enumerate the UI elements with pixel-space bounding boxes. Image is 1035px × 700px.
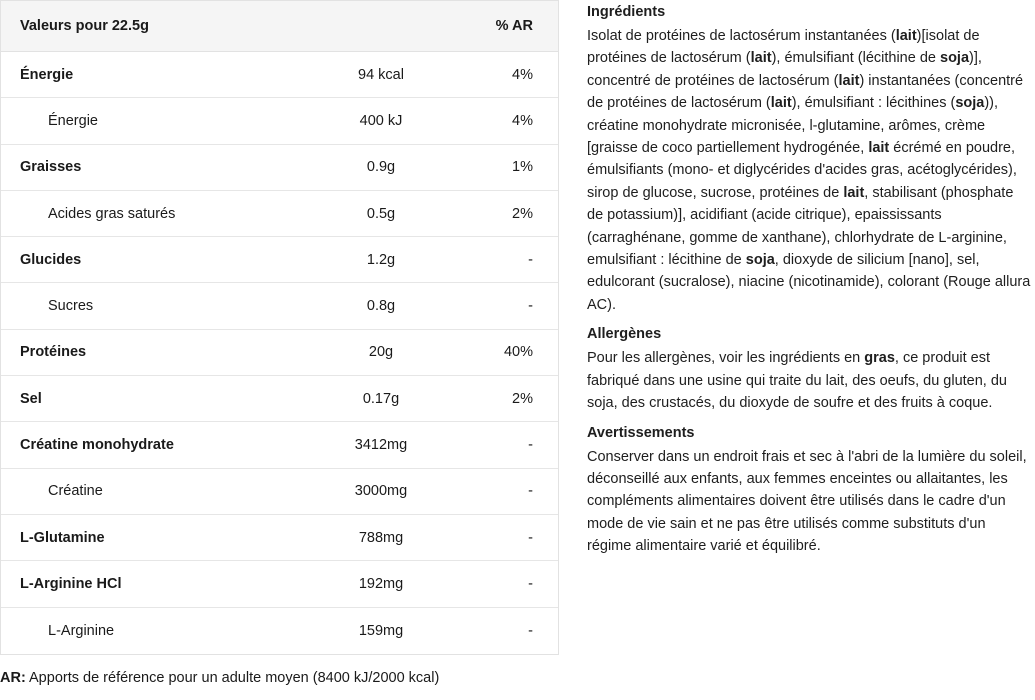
nutrient-name: Créatine bbox=[48, 483, 103, 500]
nutrient-ar: - bbox=[528, 622, 533, 639]
nutrient-name: L-Arginine HCl bbox=[20, 575, 122, 592]
allergen-highlight: soja bbox=[940, 50, 970, 67]
nutrient-name: Énergie bbox=[48, 112, 98, 129]
allergen-highlight: soja bbox=[955, 95, 985, 112]
allergens-title: Allergènes bbox=[587, 326, 662, 343]
allergen-highlight: lait bbox=[838, 72, 860, 89]
nutrient-value: 3412mg bbox=[354, 437, 408, 454]
nutrient-value: 0.5g bbox=[366, 205, 396, 222]
nutrient-value: 0.9g bbox=[366, 159, 396, 176]
nutrient-value: 400 kJ bbox=[359, 112, 403, 129]
nutrient-value: 192mg bbox=[358, 575, 404, 592]
text-segment: , dioxyde de silicium [nano], sel, edulcorant (sucralose), niacine (nicotinamide), colorant (Rouge allura AC). bbox=[587, 252, 1031, 313]
allergen-highlight: lait bbox=[895, 28, 917, 44]
text-segment: )), créatine monohydrate micronisée, l-glutamine, arômes, crème [graisse de coco partiellement hydrogénée, bbox=[587, 95, 999, 157]
allergen-highlight: lait bbox=[750, 50, 772, 67]
nutrient-ar: - bbox=[528, 251, 533, 268]
ingredients-text bbox=[587, 25, 1032, 316]
text-segment: , ce produit est fabriqué dans une usine qui traite du lait, des oeufs, du gluten, du soja, des crustacés, du dioxyde de soufre et des fruits à coque. bbox=[587, 350, 1007, 412]
nutrient-ar: - bbox=[528, 437, 533, 454]
warnings-title: Avertissements bbox=[587, 424, 695, 441]
nutrient-value: 0.8g bbox=[366, 298, 396, 315]
nutrient-name: Énergie bbox=[20, 66, 74, 83]
text-segment: , stabilisant (phosphate de potassium)], acidifiant (acide citrique), epaississants (carraghénane, gomme de xanthane), chlorhydrate de L-arginine, emulsifiant : lécithine de bbox=[587, 184, 1014, 269]
nutrient-value: 788mg bbox=[358, 529, 404, 546]
nutrient-name: Sel bbox=[20, 390, 42, 407]
nutrition-row bbox=[1, 376, 558, 422]
nutrition-row bbox=[1, 283, 558, 329]
nutrient-name: Glucides bbox=[20, 251, 82, 268]
nutrition-table-header bbox=[1, 1, 558, 52]
text-segment: )], concentré de protéines de lactosérum ( bbox=[587, 50, 982, 89]
ar-footnote bbox=[0, 670, 439, 686]
nutrient-name: Acides gras saturés bbox=[48, 205, 176, 222]
nutrient-ar: 4% bbox=[512, 112, 533, 129]
nutrient-value: 94 kcal bbox=[358, 66, 404, 83]
nutrient-ar: 2% bbox=[512, 205, 533, 222]
nutrient-ar: - bbox=[528, 575, 533, 592]
warnings-text: Conserver dans un endroit frais et sec à l'abri de la lumière du soleil, déconseillé aux enfants, aux femmes enceintes ou allaitantes, les compléments alimentaires doivent être utilisés dans le cadre d'un mode de vie sain et ne pas être utilisés comme substituts d'un régime alimentaire varié et équilibré. bbox=[587, 448, 1027, 555]
text-segment: ) instantanées (concentré de protéines de lactosérum ( bbox=[587, 72, 1024, 112]
allergen-highlight: soja bbox=[745, 252, 775, 269]
product-info bbox=[587, 3, 1032, 567]
footnote-label: AR: bbox=[0, 670, 26, 686]
allergen-highlight: lait bbox=[770, 95, 792, 112]
nutrition-row bbox=[1, 237, 558, 283]
text-segment: )[isolat de protéines de lactosérum ( bbox=[587, 28, 980, 67]
allergens-text bbox=[587, 347, 1032, 414]
nutrient-ar: 40% bbox=[503, 344, 533, 361]
ingredients-title: Ingrédients bbox=[587, 4, 666, 20]
text-segment: ), émulsifiant : lécithines ( bbox=[791, 95, 956, 112]
nutrient-ar: 2% bbox=[512, 390, 533, 407]
nutrient-ar: 4% bbox=[512, 66, 533, 83]
nutrition-row bbox=[1, 330, 558, 376]
nutrition-row bbox=[1, 191, 558, 237]
nutrient-name: Graisses bbox=[20, 159, 82, 176]
header-ar-label: % AR bbox=[495, 18, 533, 34]
nutrition-rows bbox=[1, 52, 558, 654]
nutrient-name: Sucres bbox=[48, 298, 94, 315]
footnote-text: Apports de référence pour un adulte moyen (8400 kJ/2000 kcal) bbox=[29, 670, 440, 686]
allergen-highlight: lait bbox=[868, 140, 890, 157]
text-segment: ), émulsifiant (lécithine de bbox=[771, 50, 940, 67]
text-segment: Pour les allergènes, voir les ingrédients en bbox=[587, 350, 865, 367]
nutrition-row bbox=[1, 145, 558, 191]
nutrition-row bbox=[1, 52, 558, 98]
allergen-highlight: lait bbox=[843, 184, 865, 201]
nutrition-row bbox=[1, 422, 558, 468]
nutrient-ar: - bbox=[528, 483, 533, 500]
nutrition-row bbox=[1, 98, 558, 144]
nutrient-ar: - bbox=[528, 529, 533, 546]
text-segment: Isolat de protéines de lactosérum instantanées ( bbox=[587, 28, 896, 44]
nutrient-value: 0.17g bbox=[362, 390, 400, 407]
nutrition-row bbox=[1, 469, 558, 515]
nutrient-value: 20g bbox=[368, 344, 394, 361]
nutrient-ar: 1% bbox=[512, 159, 533, 176]
nutrient-name: Protéines bbox=[20, 344, 87, 361]
nutrient-value: 3000mg bbox=[354, 483, 408, 500]
nutrient-value: 159mg bbox=[358, 622, 404, 639]
nutrient-name: L-Arginine bbox=[48, 622, 115, 639]
nutrition-row bbox=[1, 608, 558, 654]
nutrient-value: 1.2g bbox=[366, 251, 396, 268]
nutrient-ar: - bbox=[528, 298, 533, 315]
nutrient-name: Créatine monohydrate bbox=[20, 437, 174, 454]
nutrient-name: L-Glutamine bbox=[20, 529, 105, 546]
header-serving-label: Valeurs pour 22.5g bbox=[20, 18, 149, 34]
allergen-highlight: gras bbox=[864, 350, 895, 367]
nutrition-row bbox=[1, 561, 558, 607]
text-segment: écrémé en poudre, émulsifiants (mono- et diglycérides d'acides gras, acétoglycérides), sirop de glucose, sucrose, protéines de bbox=[587, 140, 1017, 201]
nutrition-row bbox=[1, 515, 558, 561]
